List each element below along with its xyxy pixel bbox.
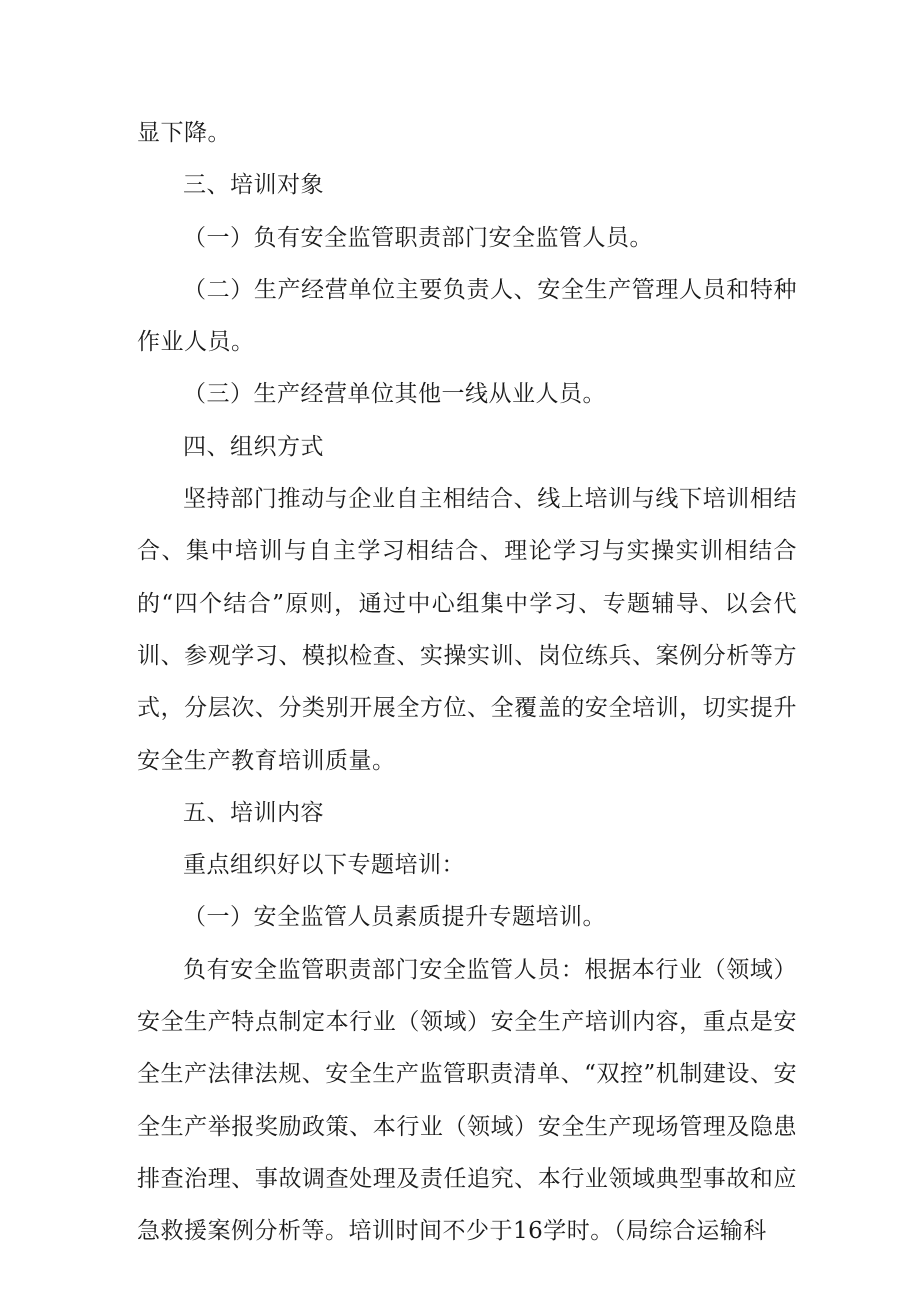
- paragraph-target-2: （二）生产经营单位主要负责人、安全生产管理人员和特种作业人员。: [137, 276, 797, 356]
- paragraph-0: 显下降。: [137, 120, 231, 146]
- heading-training-targets: 三、培训对象: [183, 172, 324, 199]
- paragraph-target-1: （一）负有安全监管职责部门安全监管人员。: [183, 224, 653, 251]
- heading-organization-method: 四、组织方式: [183, 433, 324, 460]
- document-body: [137, 107, 797, 1258]
- heading-training-content: 五、培训内容: [183, 799, 324, 826]
- paragraph-key-trainings: 重点组织好以下专题培训：: [183, 852, 465, 879]
- paragraph-target-3: （三）生产经营单位其他一线从业人员。: [183, 381, 606, 408]
- paragraph-training-1-title: （一）安全监管人员素质提升专题培训。: [183, 904, 606, 931]
- paragraph-training-1-detail: 负有安全监管职责部门安全监管人员：根据本行业（领域）安全生产特点制定本行业（领域）安全生产培训内容，重点是安全生产法律法规、安全生产监管职责清单、“双控”机制建设、安全生产举报奖励政策、本行业（领域）安全生产现场管理及隐患排查治理、事故调查处理及责任追究、本行业领域典型事故和应急救援案例分析等。培训时间不少于16学时。（局综合运输科: [137, 956, 797, 1245]
- paragraph-organization: 坚持部门推动与企业自主相结合、线上培训与线下培训相结合、集中培训与自主学习相结合、理论学习与实操实训相结合的“四个结合”原则，通过中心组集中学习、专题辅导、以会代训、参观学习、模拟检查、实操实训、岗位练兵、案例分析等方式，分层次、分类别开展全方位、全覆盖的安全培训，切实提升安全生产教育培训质量。: [137, 486, 797, 774]
